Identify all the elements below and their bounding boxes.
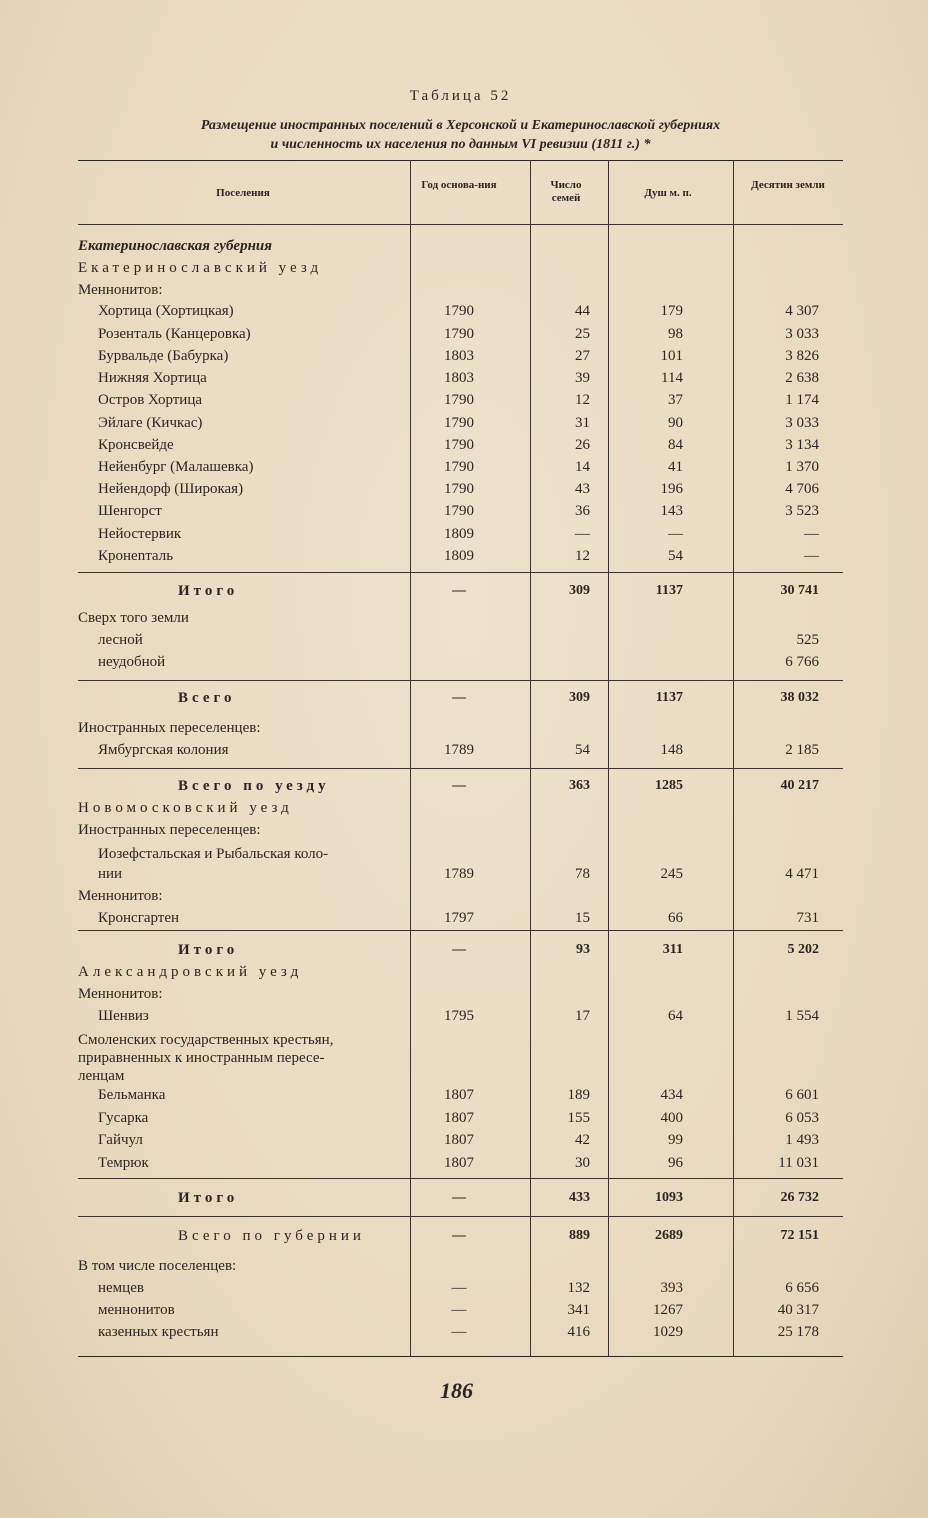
souls-count: 101 — [660, 348, 683, 364]
souls-count: 1137 — [655, 583, 683, 598]
settlement-name: немцев — [98, 1280, 144, 1296]
land-area: 4 471 — [785, 866, 819, 882]
land-area: — — [804, 548, 819, 564]
settlement-name: Итого — [178, 583, 239, 599]
founding-year: 1807 — [444, 1087, 474, 1103]
founding-year: 1797 — [444, 910, 474, 926]
settlement-name: Остров Хортица — [98, 392, 203, 408]
land-area: 1 370 — [785, 459, 819, 475]
land-area: 38 032 — [780, 690, 819, 705]
founding-year: 1790 — [444, 437, 474, 453]
land-area: 1 174 — [785, 392, 819, 408]
column-divider — [608, 160, 609, 1356]
table-row — [78, 238, 843, 260]
settlement-name: Екатеринославский уезд — [78, 260, 323, 276]
table-row — [78, 1258, 843, 1280]
settlement-name: Нижняя Хортица — [98, 370, 207, 386]
family-count: 889 — [569, 1228, 590, 1243]
table-row — [78, 910, 843, 932]
land-area: 6 766 — [785, 654, 819, 670]
founding-year: 1807 — [444, 1155, 474, 1171]
table-row — [78, 610, 843, 632]
table-row — [78, 348, 843, 370]
family-count: 30 — [575, 1155, 590, 1171]
family-count: 433 — [569, 1190, 590, 1205]
settlement-name: Гусарка — [98, 1110, 149, 1126]
souls-count: 1137 — [655, 690, 683, 705]
settlement-name: Розенталь (Канцеровка) — [98, 326, 251, 342]
table-row — [78, 260, 843, 282]
founding-year: — — [452, 1190, 466, 1205]
founding-year: 1809 — [444, 526, 474, 542]
settlement-name: Шенвиз — [98, 1008, 149, 1024]
land-area: 40 217 — [780, 778, 819, 793]
family-count: 26 — [575, 437, 590, 453]
family-count: 17 — [575, 1008, 590, 1024]
land-area: 3 826 — [785, 348, 819, 364]
settlement-name: Бурвальде (Бабурка) — [98, 348, 229, 364]
settlement-name: приравненных к иностранным пересе- — [78, 1050, 325, 1066]
settlement-name: В том числе поселенцев: — [78, 1258, 237, 1274]
family-count: 31 — [575, 415, 590, 431]
column-divider — [410, 160, 411, 1356]
family-count: — — [575, 526, 590, 542]
table-row — [78, 548, 843, 570]
table-row — [78, 1155, 843, 1177]
family-count: 43 — [575, 481, 590, 497]
settlement-name: Всего по уезду — [178, 778, 330, 794]
settlement-name: Всего по губернии — [178, 1228, 365, 1244]
souls-count: 90 — [668, 415, 683, 431]
settlement-name: Меннонитов: — [78, 888, 163, 904]
founding-year: — — [451, 1324, 467, 1340]
souls-count: 37 — [668, 392, 683, 408]
table-row — [78, 720, 843, 742]
table-row — [78, 800, 843, 822]
family-count: 54 — [575, 742, 590, 758]
table-row — [78, 888, 843, 910]
settlement-name: Хортица (Хортицкая) — [98, 303, 234, 319]
souls-count: 179 — [660, 303, 683, 319]
settlement-name: ленцам — [78, 1068, 125, 1084]
table-row — [78, 437, 843, 459]
family-count: 14 — [575, 459, 590, 475]
land-area: 4 706 — [785, 481, 819, 497]
souls-count: 148 — [660, 742, 683, 758]
table-row — [78, 778, 843, 800]
land-area: 11 031 — [778, 1155, 819, 1171]
settlement-name: Эйлаге (Кичкас) — [98, 415, 203, 431]
table-row — [78, 822, 843, 844]
section-rule — [78, 768, 843, 769]
table-row — [78, 1280, 843, 1302]
settlement-name: неудобной — [98, 654, 166, 670]
family-count: 341 — [567, 1302, 590, 1318]
table-row — [78, 370, 843, 392]
table-row — [78, 942, 843, 964]
founding-year: 1790 — [444, 481, 474, 497]
caption-line-2: и численность их населения по данным VI ревизии (1811 г.) * — [270, 137, 651, 152]
founding-year: 1809 — [444, 548, 474, 564]
header-bottom-rule — [78, 224, 843, 225]
table-row — [78, 1302, 843, 1324]
souls-count: 98 — [668, 326, 683, 342]
founding-year: 1803 — [444, 348, 474, 364]
table-row — [78, 1132, 843, 1154]
land-area: 3 033 — [785, 415, 819, 431]
header-families: Число семей — [550, 179, 582, 204]
land-area: 6 601 — [785, 1087, 819, 1103]
table-row — [78, 632, 843, 654]
table-row — [78, 866, 843, 888]
table-row — [78, 986, 843, 1008]
table-row — [78, 1087, 843, 1109]
founding-year: 1790 — [444, 415, 474, 431]
souls-count: 99 — [668, 1132, 683, 1148]
section-rule — [78, 680, 843, 681]
settlement-name: Шенгорст — [98, 503, 162, 519]
founding-year: — — [452, 942, 466, 957]
settlement-name: Смоленских государственных крестьян, — [78, 1032, 334, 1048]
land-area: 30 741 — [780, 583, 819, 598]
section-rule — [78, 1178, 843, 1179]
souls-count: 114 — [661, 370, 683, 386]
family-count: 189 — [567, 1087, 590, 1103]
column-divider — [530, 160, 531, 1356]
caption-line-1: Размещение иностранных поселений в Херсонской и Екатеринославской губерниях — [200, 118, 721, 133]
settlement-name: Темрюк — [98, 1155, 149, 1171]
header-souls: Душ м. п. — [644, 187, 692, 199]
souls-count: 245 — [660, 866, 683, 882]
family-count: 36 — [575, 503, 590, 519]
table-row — [78, 1324, 843, 1346]
founding-year: — — [451, 1302, 467, 1318]
settlement-name: Кронсвейде — [98, 437, 174, 453]
settlement-name: Иностранных переселенцев: — [78, 822, 261, 838]
settlement-name: Всего — [178, 690, 236, 706]
founding-year: 1790 — [444, 303, 474, 319]
table-row — [78, 282, 843, 304]
settlement-name: нии — [98, 866, 123, 882]
founding-year: 1789 — [444, 866, 474, 882]
family-count: 12 — [575, 548, 590, 564]
section-rule — [78, 1216, 843, 1217]
land-area: 25 178 — [777, 1324, 819, 1340]
souls-count: 54 — [668, 548, 683, 564]
founding-year: 1803 — [444, 370, 474, 386]
family-count: 25 — [575, 326, 590, 342]
settlement-name: Нейенбург (Малашевка) — [98, 459, 254, 475]
family-count: 309 — [569, 583, 590, 598]
founding-year: — — [452, 583, 466, 598]
land-area: — — [804, 526, 819, 542]
family-count: 363 — [569, 778, 590, 793]
settlement-name: Бельманка — [98, 1087, 166, 1103]
souls-count: 84 — [668, 437, 683, 453]
settlement-name: Иностранных переселенцев: — [78, 720, 261, 736]
table-row — [78, 392, 843, 414]
founding-year: — — [452, 1228, 466, 1243]
founding-year: — — [452, 778, 466, 793]
settlement-name: Меннонитов: — [78, 282, 163, 298]
land-area: 3 523 — [785, 503, 819, 519]
souls-count: 196 — [660, 481, 683, 497]
founding-year: 1790 — [444, 326, 474, 342]
settlement-name: Нейендорф (Широкая) — [98, 481, 244, 497]
land-area: 731 — [796, 910, 819, 926]
table-row — [78, 583, 843, 605]
settlement-name: Гайчул — [98, 1132, 143, 1148]
founding-year: 1807 — [444, 1110, 474, 1126]
table-row — [78, 459, 843, 481]
founding-year: 1790 — [444, 392, 474, 408]
founding-year: 1790 — [444, 459, 474, 475]
page-number: 186 — [440, 1378, 473, 1403]
settlement-name: Нейостервик — [98, 526, 182, 542]
table-caption — [78, 116, 843, 154]
table-row — [78, 303, 843, 325]
souls-count: 393 — [660, 1280, 683, 1296]
table-row — [78, 964, 843, 986]
family-count: 27 — [575, 348, 590, 364]
land-area: 2 638 — [785, 370, 819, 386]
table-bottom-rule — [78, 1356, 843, 1357]
family-count: 155 — [567, 1110, 590, 1126]
table-row — [78, 526, 843, 548]
settlement-name: Ямбургская колония — [98, 742, 229, 758]
souls-count: 64 — [668, 1008, 683, 1024]
land-area: 26 732 — [780, 1190, 819, 1205]
table-row — [78, 654, 843, 676]
souls-count: 1285 — [655, 778, 683, 793]
souls-count: 400 — [660, 1110, 683, 1126]
family-count: 44 — [575, 303, 590, 319]
settlement-name: Александровский уезд — [78, 964, 303, 980]
land-area: 72 151 — [780, 1228, 819, 1243]
land-area: 2 185 — [785, 742, 819, 758]
settlement-name: Меннонитов: — [78, 986, 163, 1002]
table-row — [78, 1008, 843, 1030]
family-count: 132 — [567, 1280, 590, 1296]
founding-year: 1789 — [444, 742, 474, 758]
section-rule — [78, 930, 843, 931]
header-year: Год основа-ния — [421, 179, 497, 191]
settlement-name: Иозефстальская и Рыбальская коло- — [98, 846, 329, 862]
settlement-name: меннонитов — [98, 1302, 175, 1318]
souls-count: 2689 — [655, 1228, 683, 1243]
souls-count: 434 — [660, 1087, 683, 1103]
founding-year: 1807 — [444, 1132, 474, 1148]
table-row — [78, 503, 843, 525]
table-row — [78, 742, 843, 764]
land-area: 40 317 — [777, 1302, 819, 1318]
family-count: 93 — [576, 942, 590, 957]
land-area: 1 493 — [785, 1132, 819, 1148]
family-count: 416 — [567, 1324, 590, 1340]
column-divider — [733, 160, 734, 1356]
souls-count: 66 — [668, 910, 683, 926]
souls-count: 1267 — [653, 1302, 683, 1318]
table-top-rule — [78, 160, 843, 161]
souls-count: 1093 — [655, 1190, 683, 1205]
table-row — [78, 690, 843, 712]
settlement-name: казенных крестьян — [98, 1324, 219, 1340]
founding-year: — — [451, 1280, 467, 1296]
settlement-name: лесной — [98, 632, 143, 648]
table-row — [78, 481, 843, 503]
land-area: 5 202 — [787, 942, 819, 957]
land-area: 4 307 — [785, 303, 819, 319]
settlement-name: Сверх того земли — [78, 610, 189, 626]
souls-count: — — [668, 526, 683, 542]
land-area: 3 134 — [785, 437, 819, 453]
settlement-name: Кронenталь — [98, 548, 174, 564]
founding-year: 1790 — [444, 503, 474, 519]
land-area: 1 554 — [785, 1008, 819, 1024]
table-title: Таблица 52 — [409, 88, 512, 104]
souls-count: 96 — [668, 1155, 683, 1171]
family-count: 39 — [575, 370, 590, 386]
land-area: 525 — [796, 632, 819, 648]
souls-count: 311 — [662, 942, 683, 957]
section-rule — [78, 572, 843, 573]
settlement-name: Итого — [178, 942, 239, 958]
souls-count: 1029 — [653, 1324, 683, 1340]
table-row — [78, 1110, 843, 1132]
family-count: 42 — [575, 1132, 590, 1148]
table-row — [78, 415, 843, 437]
founding-year: — — [452, 690, 466, 705]
souls-count: 41 — [668, 459, 683, 475]
souls-count: 143 — [660, 503, 683, 519]
land-area: 6 656 — [785, 1280, 819, 1296]
family-count: 12 — [575, 392, 590, 408]
table-row — [78, 326, 843, 348]
header-land: Десятин земли — [751, 179, 825, 191]
family-count: 78 — [575, 866, 590, 882]
settlement-name: Новомосковский уезд — [78, 800, 293, 816]
land-area: 3 033 — [785, 326, 819, 342]
settlement-name: Екатеринославская губерния — [78, 238, 272, 254]
family-count: 15 — [575, 910, 590, 926]
land-area: 6 053 — [785, 1110, 819, 1126]
family-count: 309 — [569, 690, 590, 705]
founding-year: 1795 — [444, 1008, 474, 1024]
settlement-name: Итого — [178, 1190, 239, 1206]
settlement-name: Кронсгартен — [98, 910, 180, 926]
table-row — [78, 1228, 843, 1250]
table-row — [78, 1190, 843, 1212]
header-settlements: Поселения — [216, 187, 270, 199]
table-row — [78, 846, 843, 868]
